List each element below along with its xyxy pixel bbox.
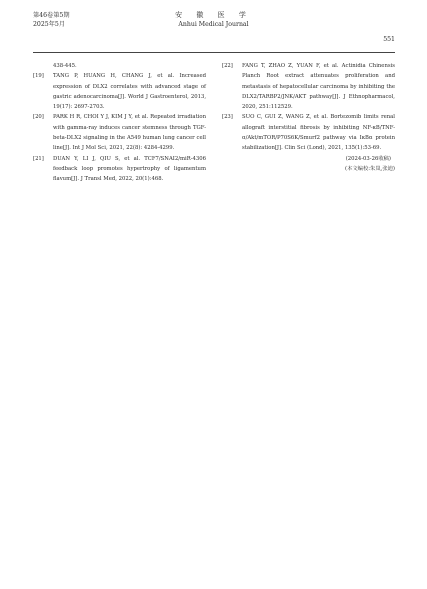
reference-text: FANG T, ZHAO Z, YUAN F, et al. Actinidia Chinensis Planch Root extract attenuates proliferation and metastasis of hepatocellular carcinoma by inhibiting the DLX2/TARBP2/JNK/AKT pathway[J]. J Ethnopharmacol, 2020, 251:112529. [242,63,395,111]
editor-note: (本文编校:朱岚,张迪) [345,165,395,172]
reference-number: [23] [222,114,233,121]
left-column [33,61,206,185]
reference-text: TANG P, HUANG H, CHANG J, et al. Increased expression of DLX2 correlates with advanced stage of gastric adenocarcinoma[J]. World J Gastroenterol, 2013, 19(17): 2697-2703. [53,73,206,111]
volume-issue: 第46卷第5期 [33,12,70,19]
reference-text: SUO C, GUI Z, WANG Z, et al. Bortezomib limits renal allograft interstitial fibrosis by inhibiting NF-κB/TNF-α/Akt/mTOR/P70S6K/Smurf2 pathway via IκBα protein stabilization[J]. Clin Sci (Lond), 2021, 135(1):53-69. [242,114,395,152]
journal-title-en: Anhui Medical Journal [178,21,249,28]
reference-19 [33,71,206,112]
reference-number: [21] [33,155,44,162]
journal-title-cn: 安 徽 医 学 [175,11,252,19]
reference-text: DUAN Y, LI J, QIU S, et al. TCF7/SNAI2/miR-4306 feedback loop promotes hypertrophy of ligamentum flavum[J]. J Transl Med, 2022, 20(1):468. [53,155,206,183]
reference-22 [222,61,395,112]
received-date: (2024-03-26收稿) [345,155,391,162]
header-rule [33,52,395,53]
publication-date: 2025年5月 [33,21,66,28]
reference-20 [33,112,206,153]
reference-number: [20] [33,114,44,121]
reference-number: [19] [33,73,44,80]
reference-number: [22] [222,63,233,69]
reference-text: PARK H R, CHOI Y J, KIM J Y, et al. Repeated irradiation with gamma-ray induces cancer stemness through TGF-beta-DLX2 signaling in the A549 human lung cancer cell line[J]. Int J Mol Sci, 2021, 22(8): 4284-4299. [53,114,206,152]
reference-23 [222,112,395,153]
page-number: 551 [383,36,395,43]
reference-21 [33,154,206,185]
header-center [0,11,427,29]
continued-reference: 438-445. [53,63,77,69]
right-column [222,61,395,174]
